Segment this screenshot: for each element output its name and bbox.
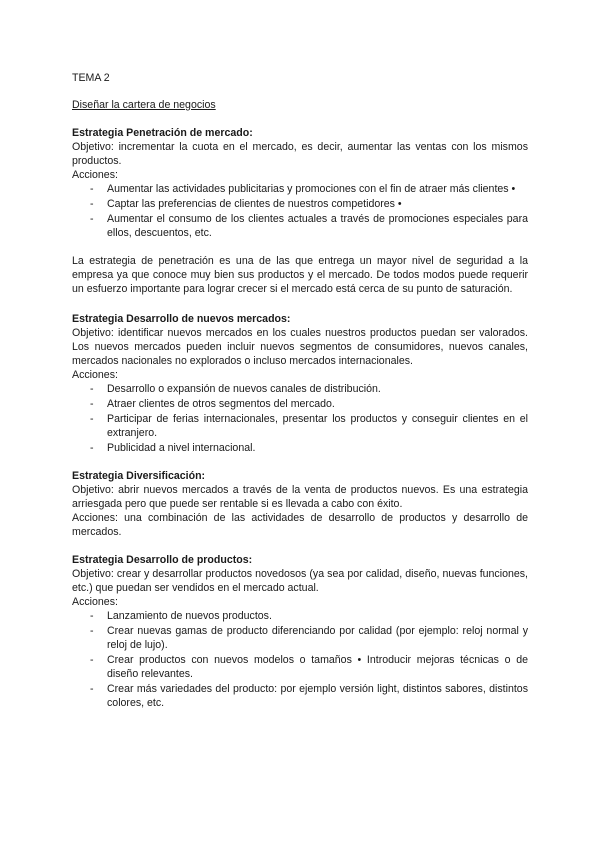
- list-item: - Crear nuevas gamas de producto diferenciando por calidad (por ejemplo: reloj normal y reloj de lujo).: [72, 624, 528, 652]
- list-item: - Captar las preferencias de clientes de nuestros competidores •: [72, 197, 528, 211]
- list-item: - Crear productos con nuevos modelos o tamaños • Introducir mejoras técnicas o de diseño relevantes.: [72, 653, 528, 681]
- section-desarrollo-mercados: [72, 312, 528, 455]
- actions-list: [72, 182, 528, 240]
- actions-list: [72, 382, 528, 455]
- section-desarrollo-productos: [72, 553, 528, 710]
- list-item: - Aumentar el consumo de los clientes actuales a través de promociones especiales para ellos, descuentos, etc.: [72, 212, 528, 240]
- list-item: - Publicidad a nivel internacional.: [72, 441, 528, 455]
- actions-label: Acciones:: [72, 169, 118, 181]
- list-item: - Crear más variedades del producto: por ejemplo versión light, distintos sabores, distintos colores, etc.: [72, 682, 528, 710]
- section-objective: Objetivo: crear y desarrollar productos novedosos (ya sea por calidad, diseño, nuevas funciones, etc.) que puedan ser vendidos en el mercado actual.: [72, 568, 528, 594]
- section-actions: Acciones: una combinación de las actividades de desarrollo de productos y desarrollo de mercados.: [72, 512, 528, 538]
- document-subtitle: Diseñar la cartera de negocios: [72, 99, 216, 111]
- section-heading: Estrategia Diversificación:: [72, 470, 206, 482]
- list-item: - Participar de ferias internacionales, presentar los productos y conseguir clientes en el extranjero.: [72, 412, 528, 440]
- section-heading: Estrategia Penetración de mercado:: [72, 127, 253, 139]
- topic-title: TEMA 2: [72, 72, 110, 84]
- list-item: - Aumentar las actividades publicitarias y promociones con el fin de atraer más clientes •: [72, 182, 528, 196]
- list-item: - Desarrollo o expansión de nuevos canales de distribución.: [72, 382, 528, 396]
- section-diversificacion: [72, 469, 528, 539]
- actions-label: Acciones:: [72, 369, 118, 381]
- section-penetracion: [72, 126, 528, 240]
- section-heading: Estrategia Desarrollo de nuevos mercados:: [72, 313, 291, 325]
- actions-list: [72, 609, 528, 710]
- list-item: - Lanzamiento de nuevos productos.: [72, 609, 528, 623]
- section-paragraph: La estrategia de penetración es una de las que entrega un mayor nivel de seguridad a la empresa ya que conoce muy bien sus productos y el mercado. De todos modos puede requerir un esfuerzo importante para lograr crecer si el mercado está cerca de su punto de saturación.: [72, 255, 528, 295]
- section-objective: Objetivo: identificar nuevos mercados en los cuales nuestros productos puedan ser valorados. Los nuevos mercados pueden incluir nuevos segmentos de consumidores, nuevos canales, mercados nacionales no explorados o incluso mercados internacionales.: [72, 327, 528, 367]
- section-heading: Estrategia Desarrollo de productos:: [72, 554, 253, 566]
- actions-label: Acciones:: [72, 596, 118, 608]
- section-objective: Objetivo: incrementar la cuota en el mercado, es decir, aumentar las ventas con los mismos productos.: [72, 141, 528, 167]
- section-objective: Objetivo: abrir nuevos mercados a través de la venta de productos nuevos. Es una estrategia arriesgada pero que puede ser rentable si es llevada a cabo con éxito.: [72, 484, 528, 510]
- list-item: - Atraer clientes de otros segmentos del mercado.: [72, 397, 528, 411]
- document-content: [72, 71, 528, 724]
